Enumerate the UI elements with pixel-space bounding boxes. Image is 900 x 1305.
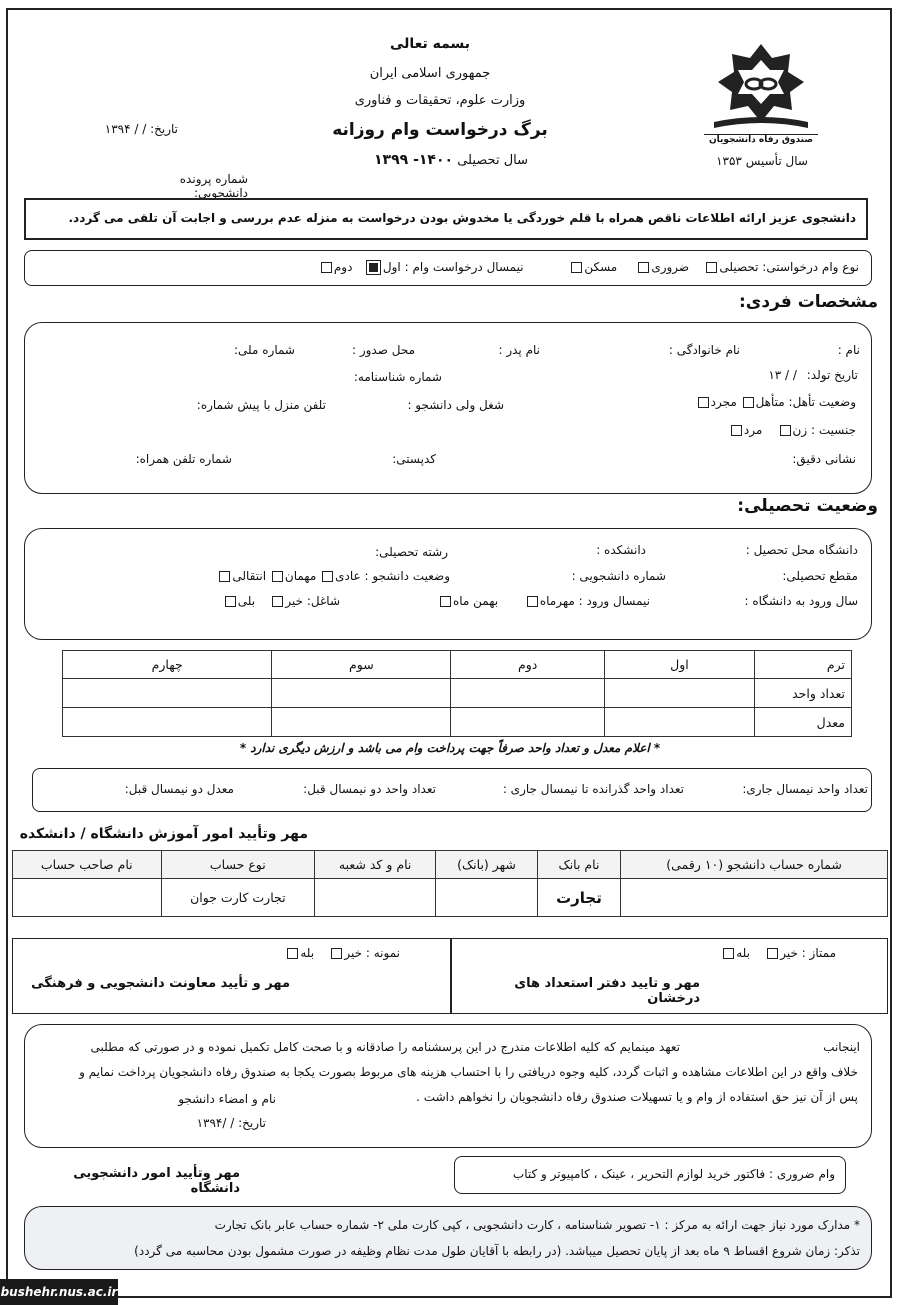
talent-divider <box>450 938 452 1014</box>
id-number-label[interactable]: شماره شناسنامه: <box>353 370 442 384</box>
loan-option-tahsili[interactable]: تحصیلی <box>704 260 758 274</box>
form-title: برگ درخواست وام روزانه <box>332 120 548 140</box>
units-prev-two[interactable]: تعداد واحد دو نیمسال قبل: <box>303 782 436 796</box>
table-cell[interactable] <box>272 679 451 708</box>
status-guest[interactable]: مهمان <box>270 569 316 583</box>
bank-header-account-type: نوع حساب <box>161 851 315 879</box>
checkbox-employed-yes[interactable] <box>225 596 236 607</box>
checkbox-tahsili[interactable] <box>706 262 717 273</box>
name-label[interactable]: نام : <box>837 343 860 357</box>
field-label[interactable]: رشته تحصیلی: <box>375 545 448 559</box>
star-emblem-icon <box>704 40 818 130</box>
father-label[interactable]: نام پدر : <box>498 343 540 357</box>
table-cell[interactable] <box>63 679 272 708</box>
units-passed[interactable]: تعداد واحد گذرانده تا نیمسال جاری : <box>502 782 684 796</box>
status-transfer[interactable]: انتقالی <box>217 569 266 583</box>
terms-row-gpa: معدل <box>755 708 852 737</box>
bank-account-cell[interactable] <box>621 879 888 917</box>
national-id-label[interactable]: شماره ملی: <box>234 343 295 357</box>
founded-year: سال تأسیس ۱۳۵۳ <box>716 154 808 168</box>
entry-bahman[interactable]: بهمن ماه <box>438 594 498 608</box>
pledge-undersigned: اینجانب <box>823 1040 860 1054</box>
checkbox-bahman[interactable] <box>440 596 451 607</box>
checkbox-mehr[interactable] <box>527 596 538 607</box>
watermark-ribbon: bushehr.nus.ac.ir <box>0 1279 118 1305</box>
family-label[interactable]: نام خانوادگی : <box>668 343 740 357</box>
logo-text: صندوق رفاه دانشجویان <box>704 134 818 145</box>
model-student: نمونه : خیر بله <box>214 946 400 960</box>
student-status: وضعیت دانشجو : عادی مهمان انتقالی <box>204 569 450 583</box>
bank-header-holder: نام صاحب حساب <box>13 851 162 879</box>
student-number-label[interactable]: شماره دانشجویی : <box>571 569 666 583</box>
date-label: تاریخ: <box>150 122 178 136</box>
home-phone-label[interactable]: تلفن منزل با پیش شماره: <box>196 398 326 412</box>
level-label[interactable]: مقطع تحصیلی: <box>782 569 858 583</box>
mobile-label[interactable]: شماره تلفن همراه: <box>135 452 232 466</box>
checkbox-employed-no[interactable] <box>272 596 283 607</box>
terms-header-term: ترم <box>755 651 852 679</box>
checkbox-transfer[interactable] <box>219 571 230 582</box>
terms-header-2: دوم <box>451 651 605 679</box>
academic-year <box>368 152 528 168</box>
semester-second[interactable]: دوم <box>319 260 353 274</box>
gender-female[interactable]: زن <box>778 423 808 437</box>
table-cell[interactable] <box>451 679 605 708</box>
table-cell[interactable] <box>604 679 754 708</box>
semester-label: نیمسال درخواست وام : <box>404 260 524 274</box>
semester-first[interactable]: اول <box>364 260 401 274</box>
checkbox-model-yes[interactable] <box>287 948 298 959</box>
footer-box <box>24 1206 872 1270</box>
file-number-label[interactable]: شماره پرونده دانشجویی: <box>179 172 248 200</box>
terms-table <box>62 650 852 737</box>
employed-no[interactable]: خیر <box>270 594 303 608</box>
republic-line: جمهوری اسلامی ایران <box>369 66 491 81</box>
checkbox-zaruri[interactable] <box>638 262 649 273</box>
personal-heading: مشخصات فردی: <box>738 292 878 312</box>
deputy-approval: مهر و تأیید معاونت دانشجویی و فرهنگی <box>31 976 290 991</box>
table-cell[interactable] <box>272 708 451 737</box>
bank-name-cell[interactable]: تجارت <box>537 879 620 917</box>
talent-office-approval: مهر و تایید دفتر استعداد های درخشان <box>514 976 700 1006</box>
checkbox-maskan[interactable] <box>571 262 582 273</box>
checkbox-exemplary-no[interactable] <box>767 948 778 959</box>
terms-header-4: چهارم <box>63 651 272 679</box>
footer-note: تذکر: زمان شروع اقساط ۹ ماه بعد از پایان تحصیل میباشد. (در رابطه با آقایان طول مدت نظام وظیفه در صورت مشمول بودن محاسبه می گردد) <box>134 1244 860 1258</box>
loan-option-zaruri[interactable]: ضروری <box>636 260 689 274</box>
bank-branch-cell[interactable] <box>315 879 436 917</box>
loan-option-maskan[interactable]: مسکن <box>569 260 617 274</box>
warning-box: دانشجوی عزیز ارائه اطلاعات ناقص همراه با قلم خوردگی یا مخدوش بودن درخواست به منزله عدم بررسی و اجابت آن تلقی می گردد. <box>24 198 868 240</box>
checkbox-married[interactable] <box>743 397 754 408</box>
pledge-sign[interactable]: نام و امضاء دانشجو <box>178 1092 276 1106</box>
checkbox-model-no[interactable] <box>331 948 342 959</box>
address-label[interactable]: نشانی دقیق: <box>792 452 856 466</box>
bank-header-city: شهر (بانک) <box>436 851 538 879</box>
units-current[interactable]: تعداد واحد نیمسال جاری: <box>742 782 868 796</box>
university-label[interactable]: دانشگاه محل تحصیل : <box>745 543 858 557</box>
ministry-line: وزارت علوم، تحقیقات و فناوری <box>354 93 526 108</box>
model-no[interactable]: خیر <box>329 946 362 960</box>
table-cell[interactable] <box>451 708 605 737</box>
checkbox-female[interactable] <box>780 425 791 436</box>
employed: شاغل: خیر بلی <box>200 594 340 608</box>
bank-table <box>12 850 888 917</box>
entry-year-label[interactable]: سال ورود به دانشگاه : <box>744 594 858 608</box>
entry-mehr[interactable]: مهرماه <box>525 594 575 608</box>
academic-year-label: سال تحصیلی <box>457 153 528 168</box>
marital-married[interactable]: متأهل <box>741 395 785 409</box>
table-cell[interactable] <box>604 708 754 737</box>
gender-male[interactable]: مرد <box>729 423 762 437</box>
birth-date[interactable]: تاریخ تولد: / / ۱۳ <box>768 368 858 382</box>
bank-header-bank: نام بانک <box>537 851 620 879</box>
checkbox-male[interactable] <box>731 425 742 436</box>
checkbox-guest[interactable] <box>272 571 283 582</box>
footer-documents: * مدارک مورد نیاز جهت ارائه به مرکز : ۱- تصویر شناسنامه ، کارت دانشجویی ، کپی کارت ملی ۲- شماره حساب عابر بانک تجارت <box>214 1218 860 1232</box>
urgent-loan-note: وام ضروری : فاکتور خرید لوازم التحریر ، عینک ، کامپیوتر و کتاب <box>454 1156 846 1194</box>
fund-logo <box>704 40 818 144</box>
checkbox-exemplary-yes[interactable] <box>723 948 734 959</box>
bank-city-cell[interactable] <box>436 879 538 917</box>
terms-header-1: اول <box>604 651 754 679</box>
date-value: / / ۱۳۹۴ <box>104 122 147 136</box>
exemplary-yes[interactable]: بله <box>721 946 750 960</box>
pledge-date[interactable]: تاریخ: / /۱۳۹۴ <box>196 1116 266 1130</box>
pledge-line-3: پس از آن نیز حق استفاده از وام و یا تسهیلات صندوق رفاه دانشجویان را نخواهم داشت . <box>416 1090 858 1104</box>
bank-account-type-cell[interactable]: تجارت کارت جوان <box>161 879 315 917</box>
marital-single[interactable]: مجرد <box>696 395 737 409</box>
gender: جنسیت : زن مرد <box>700 423 856 437</box>
table-cell[interactable] <box>63 708 272 737</box>
guardian-job-label[interactable]: شغل ولی دانشجو : <box>407 398 504 412</box>
gpa-prev-two[interactable]: معدل دو نیمسال قبل: <box>124 782 234 796</box>
pledge-line-2: خلاف واقع در این اطلاعات مشاهده و اثبات گردد، کلیه وجوه دریافتی را با احتساب هزینه های مربوط بصورت یکجا به صندوق رفاه دانشجویان پرداخت نمایم و <box>79 1065 858 1079</box>
postal-label[interactable]: کدپستی: <box>392 452 436 466</box>
loan-type-box <box>24 250 872 286</box>
gpa-note: * اعلام معدل و تعداد واحد صرفاً جهت پرداخت وام می باشد و ارزش دیگری ندارد * <box>239 741 661 755</box>
pledge-line-1: تعهد مینمایم که کلیه اطلاعات مندرج در این پرسشنامه را صادقانه و با صحت کامل تکمیل نموده و در صورتی که مطلبی <box>90 1040 680 1054</box>
education-approval-heading: مهر وتأیید امور آموزش دانشگاه / دانشکده <box>19 826 308 842</box>
employed-yes[interactable]: بلی <box>223 594 255 608</box>
bank-header-branch: نام و کد شعبه <box>315 851 436 879</box>
exemplary: ممتاز : خیر بله <box>650 946 836 960</box>
checkbox-semester-second[interactable] <box>321 262 332 273</box>
terms-row-units: تعداد واحد <box>755 679 852 708</box>
faculty-label[interactable]: دانشکده : <box>596 543 646 557</box>
final-approval: مهر وتأیید امور دانشجویی دانشگاه <box>73 1166 240 1196</box>
status-regular[interactable]: عادی <box>320 569 361 583</box>
basmala: بسمه تعالی <box>389 36 471 52</box>
bank-header-account: شماره حساب دانشجو (۱۰ رقمی) <box>621 851 888 879</box>
header-date[interactable] <box>58 122 178 136</box>
model-yes[interactable]: بله <box>285 946 314 960</box>
academic-year-value: ۱۴۰۰- ۱۳۹۹ <box>374 152 454 168</box>
checkbox-regular[interactable] <box>322 571 333 582</box>
exemplary-no[interactable]: خیر <box>765 946 798 960</box>
loan-type-label: نوع وام درخواستی: <box>762 260 859 274</box>
issue-place-label[interactable]: محل صدور : <box>351 343 415 357</box>
bank-holder-cell[interactable] <box>13 879 162 917</box>
terms-header-3: سوم <box>272 651 451 679</box>
education-heading: وضعیت تحصیلی: <box>737 496 878 516</box>
checkbox-semester-first[interactable] <box>366 260 381 275</box>
marital-status: وضعیت تأهل: متأهل مجرد <box>660 395 856 409</box>
checkbox-single[interactable] <box>698 397 709 408</box>
entry-semester: نیمسال ورود : مهرماه بهمن ماه <box>410 594 650 608</box>
